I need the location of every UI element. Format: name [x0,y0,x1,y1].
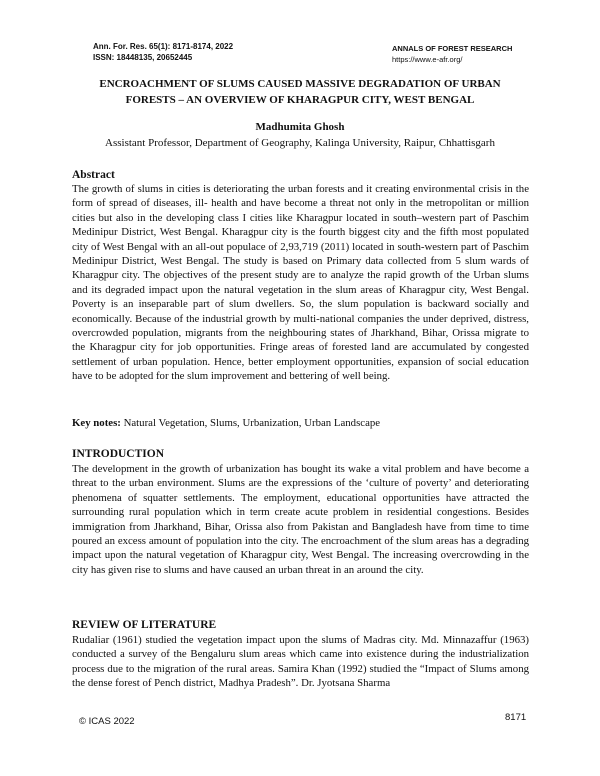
journal-name: ANNALS OF FOREST RESEARCH [392,44,513,53]
abstract-text: The growth of slums in cities is deteriorating the urban forests and it creating environmental crisis in the form of spread of diseases, ill- health and have become a threat not only in the metropolitan or million cities but also in the developing class I cities like Kharagpur located in south–western part of Paschim Medinipur District, West Bengal. Kharagpur city is the fourth biggest city and the fifth most populated city of West Bengal with an all-out populace of 2,93,719 (2011) located in south-western part of Paschim Medinipur District, West Bengal. The study is based on Primary data collected from 5 slum wards of Kharagpur city. The objectives of the present study are to analyze the rapid growth of the Urban slums and its degraded impact upon the natural vegetation in the slum areas of Kharagpur city, West Bengal. Poverty is an inseparable part of slum dwellers. So, the slum population is backward socially and economically. Because of the industrial growth by multi-national companies the under deprived, distress, overcrowded population, migrants from the neighbouring states of Jharkhand, Bihar, Orissa migrate to the Kharagpur city for job opportunities. Fringe areas of forested land are accumulated by congested settlement of urban population. Hence, better employment opportunities, expansion of social education have to be adopted for the slum improvement and bettering of well being. [72,183,529,383]
paper-title [60,76,540,108]
keywords-label: Key notes: [72,417,121,429]
keywords [72,416,529,430]
introduction-text: The development in the growth of urbanization has bought its wake a vital problem and have become a threat to the urban environment. Slums are the expressions of the ‘culture of poverty’ and deteriorating phenomena of squatter settlements. The employment, educational opportunities have attracted the surrounding rural population which in term create acute problem in residential congestions. Besides immigration from Jharkhand, Bihar, Orissa also from Pakistan and Bangladesh have from time to time poured an excess amount of population into the city. The encroachment of the slum areas has a degrading impact upon the natural vegetation of Kharagpur city, West Bengal. The increasing overcrowding in the city has given rise to slums and have caused an urban threat in an around the city. [72,463,529,576]
issn: ISSN: 18448135, 20652445 [93,53,193,62]
author-name: Madhumita Ghosh [255,121,345,133]
page-number: 8171 [505,712,527,723]
introduction-heading: INTRODUCTION [72,448,165,460]
title-line-2: FORESTS – AN OVERVIEW OF KHARAGPUR CITY, WEST BENGAL [125,94,475,106]
header-citation-block [93,41,233,63]
journal-url[interactable]: https://www.e-afr.org/ [392,54,463,64]
review-heading: REVIEW OF LITERATURE [72,619,217,631]
abstract-heading: Abstract [72,169,115,181]
title-line-1: ENCROACHMENT OF SLUMS CAUSED MASSIVE DEGRADATION OF URBAN [99,78,501,90]
review-text: Rudaliar (1961) studied the vegetation impact upon the slums of Madras city. Md. Minnazaffur (1963) conducted a survey of the Bengaluru slum areas which came into existence during the industrialization process due to the migration of the rural areas. Samira Khan (1992) studied the “Impact of Slums among the dense forest of Pench district, Madhya Pradesh”. Dr. Jyotsana Sharma [72,634,529,690]
keywords-text: Natural Vegetation, Slums, Urbanization, Urban Landscape [123,417,381,429]
citation: Ann. For. Res. 65(1): 8171-8174, 2022 [93,42,234,51]
author-affiliation: Assistant Professor, Department of Geography, Kalinga University, Raipur, Chhattisgarh [105,137,495,149]
footer-copyright: © ICAS 2022 [79,716,135,727]
header-journal-block [392,44,512,65]
